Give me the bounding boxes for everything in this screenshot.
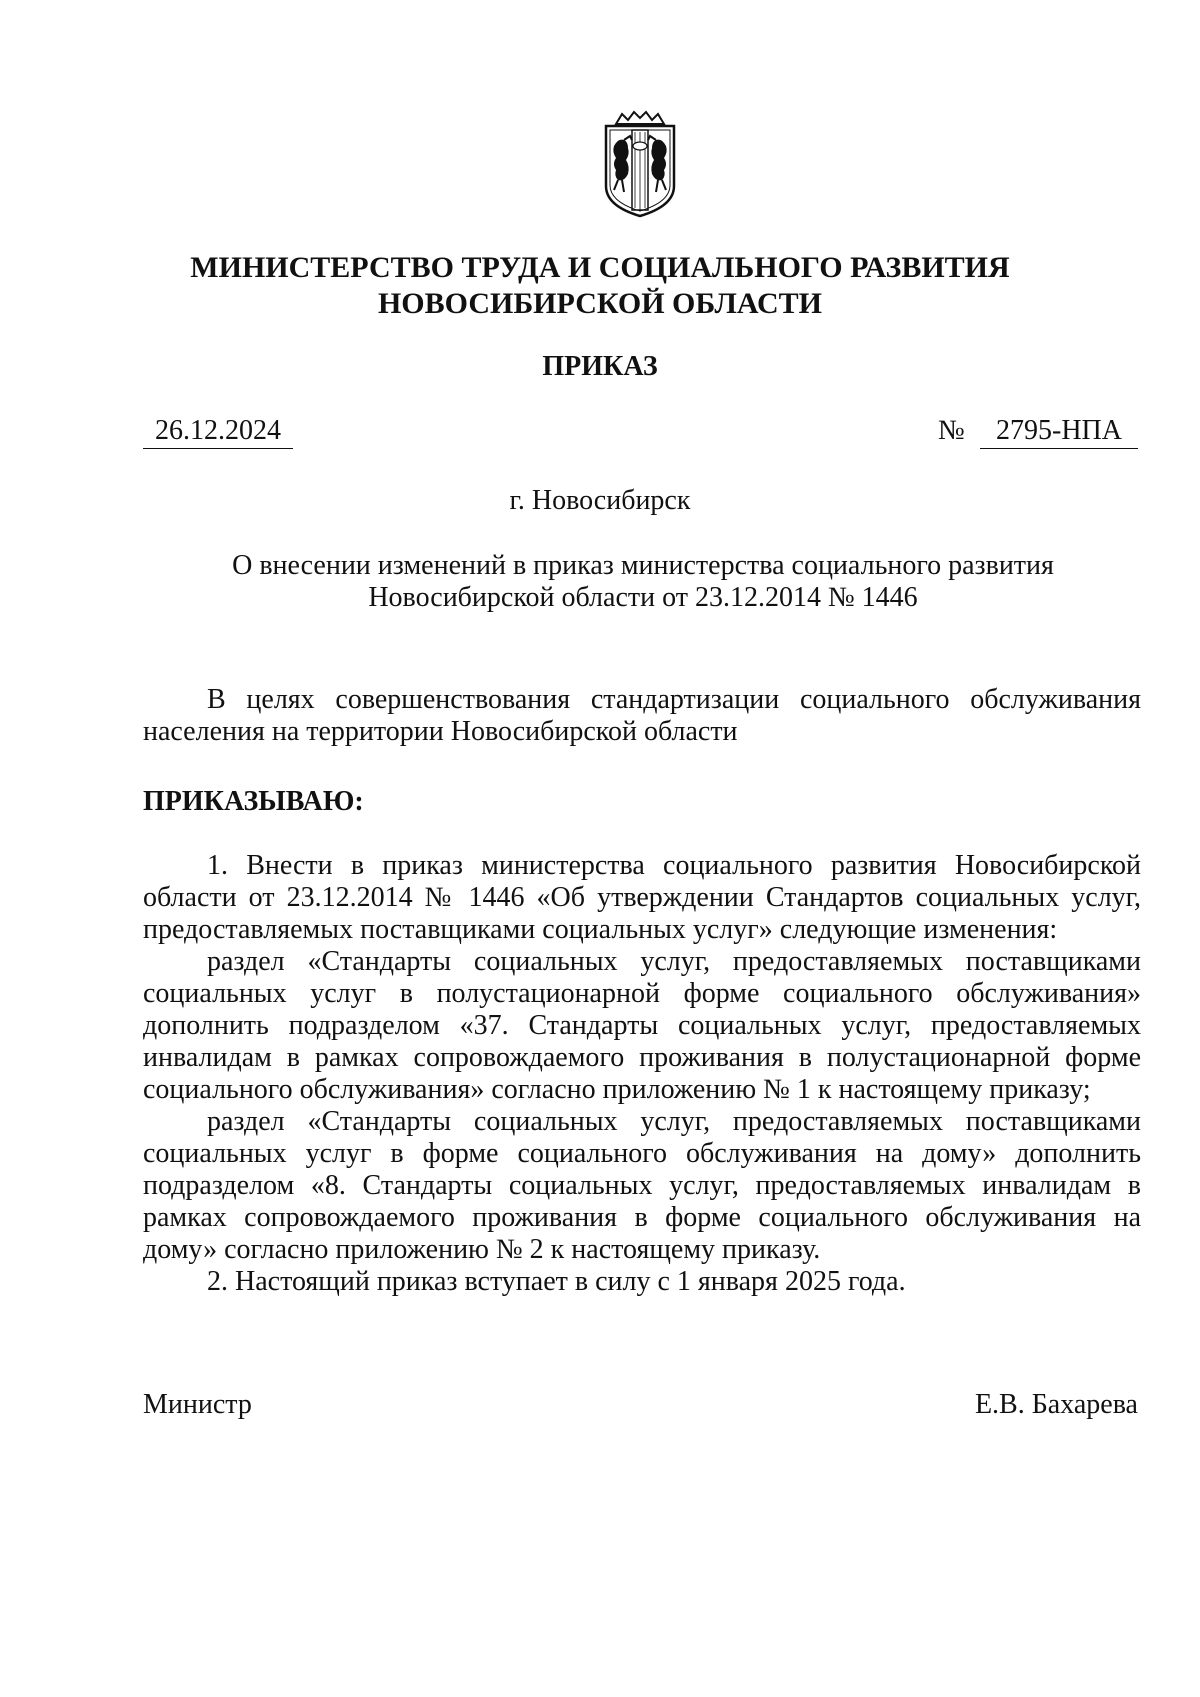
order-word: ПРИКАЗЫВАЮ: xyxy=(143,786,364,817)
document-subject xyxy=(143,550,1143,614)
document-type: ПРИКАЗ xyxy=(542,351,658,382)
ministry-title xyxy=(0,250,1200,322)
document-city: г. Новосибирск xyxy=(509,485,691,516)
subject-line-1: О внесении изменений в приказ министерства социального развития xyxy=(232,550,1054,581)
number-sign: № xyxy=(938,415,965,446)
order-item-1-section-b: раздел «Стандарты социальных услуг, предоставляемых поставщиками социальных услуг в форме социального обслуживания на дому» дополнить подразделом «8. Стандарты социальных услуг, предоставляемых инвалидам в рамках сопровождаемого проживания в форме социального обслуживания на дому» согласно приложению № 2 к настоящему приказу. xyxy=(143,1106,1141,1265)
order-item-1-section-a: раздел «Стандарты социальных услуг, предоставляемых поставщиками социальных услуг в полустационарной форме социального обслуживания» дополнить подразделом «37. Стандарты социальных услуг, предоставляемых инвалидам в рамках сопровождаемого проживания в полустационарной форме социального обслуживания» согласно приложению № 1 к настоящему приказу; xyxy=(143,946,1141,1105)
preamble-paragraph: В целях совершенствования стандартизации социального обслуживания населения на территории Новосибирской области xyxy=(143,684,1141,747)
ministry-title-line-2: НОВОСИБИРСКОЙ ОБЛАСТИ xyxy=(377,287,823,320)
subject-line-2: Новосибирской области от 23.12.2014 № 1446 xyxy=(368,582,918,613)
order-item-1: 1. Внести в приказ министерства социального развития Новосибирской области от 23.12.2014 № 1446 «Об утверждении Стандартов социальных услуг, предоставляемых поставщиками социальных услуг» следующие изменения: xyxy=(143,850,1141,945)
document-date: 26.12.2024 xyxy=(143,414,293,449)
ministry-title-line-1: МИНИСТЕРСТВО ТРУДА И СОЦИАЛЬНОГО РАЗВИТИЯ xyxy=(190,251,1010,284)
signature-role: Министр xyxy=(143,1389,252,1420)
signature-name: Е.В. Бахарева xyxy=(974,1389,1138,1420)
order-items xyxy=(143,850,1141,1298)
coat-of-arms-icon xyxy=(602,110,678,218)
order-item-2: 2. Настоящий приказ вступает в силу с 1 января 2025 года. xyxy=(207,1266,906,1297)
document-number: 2795-НПА xyxy=(980,414,1138,449)
